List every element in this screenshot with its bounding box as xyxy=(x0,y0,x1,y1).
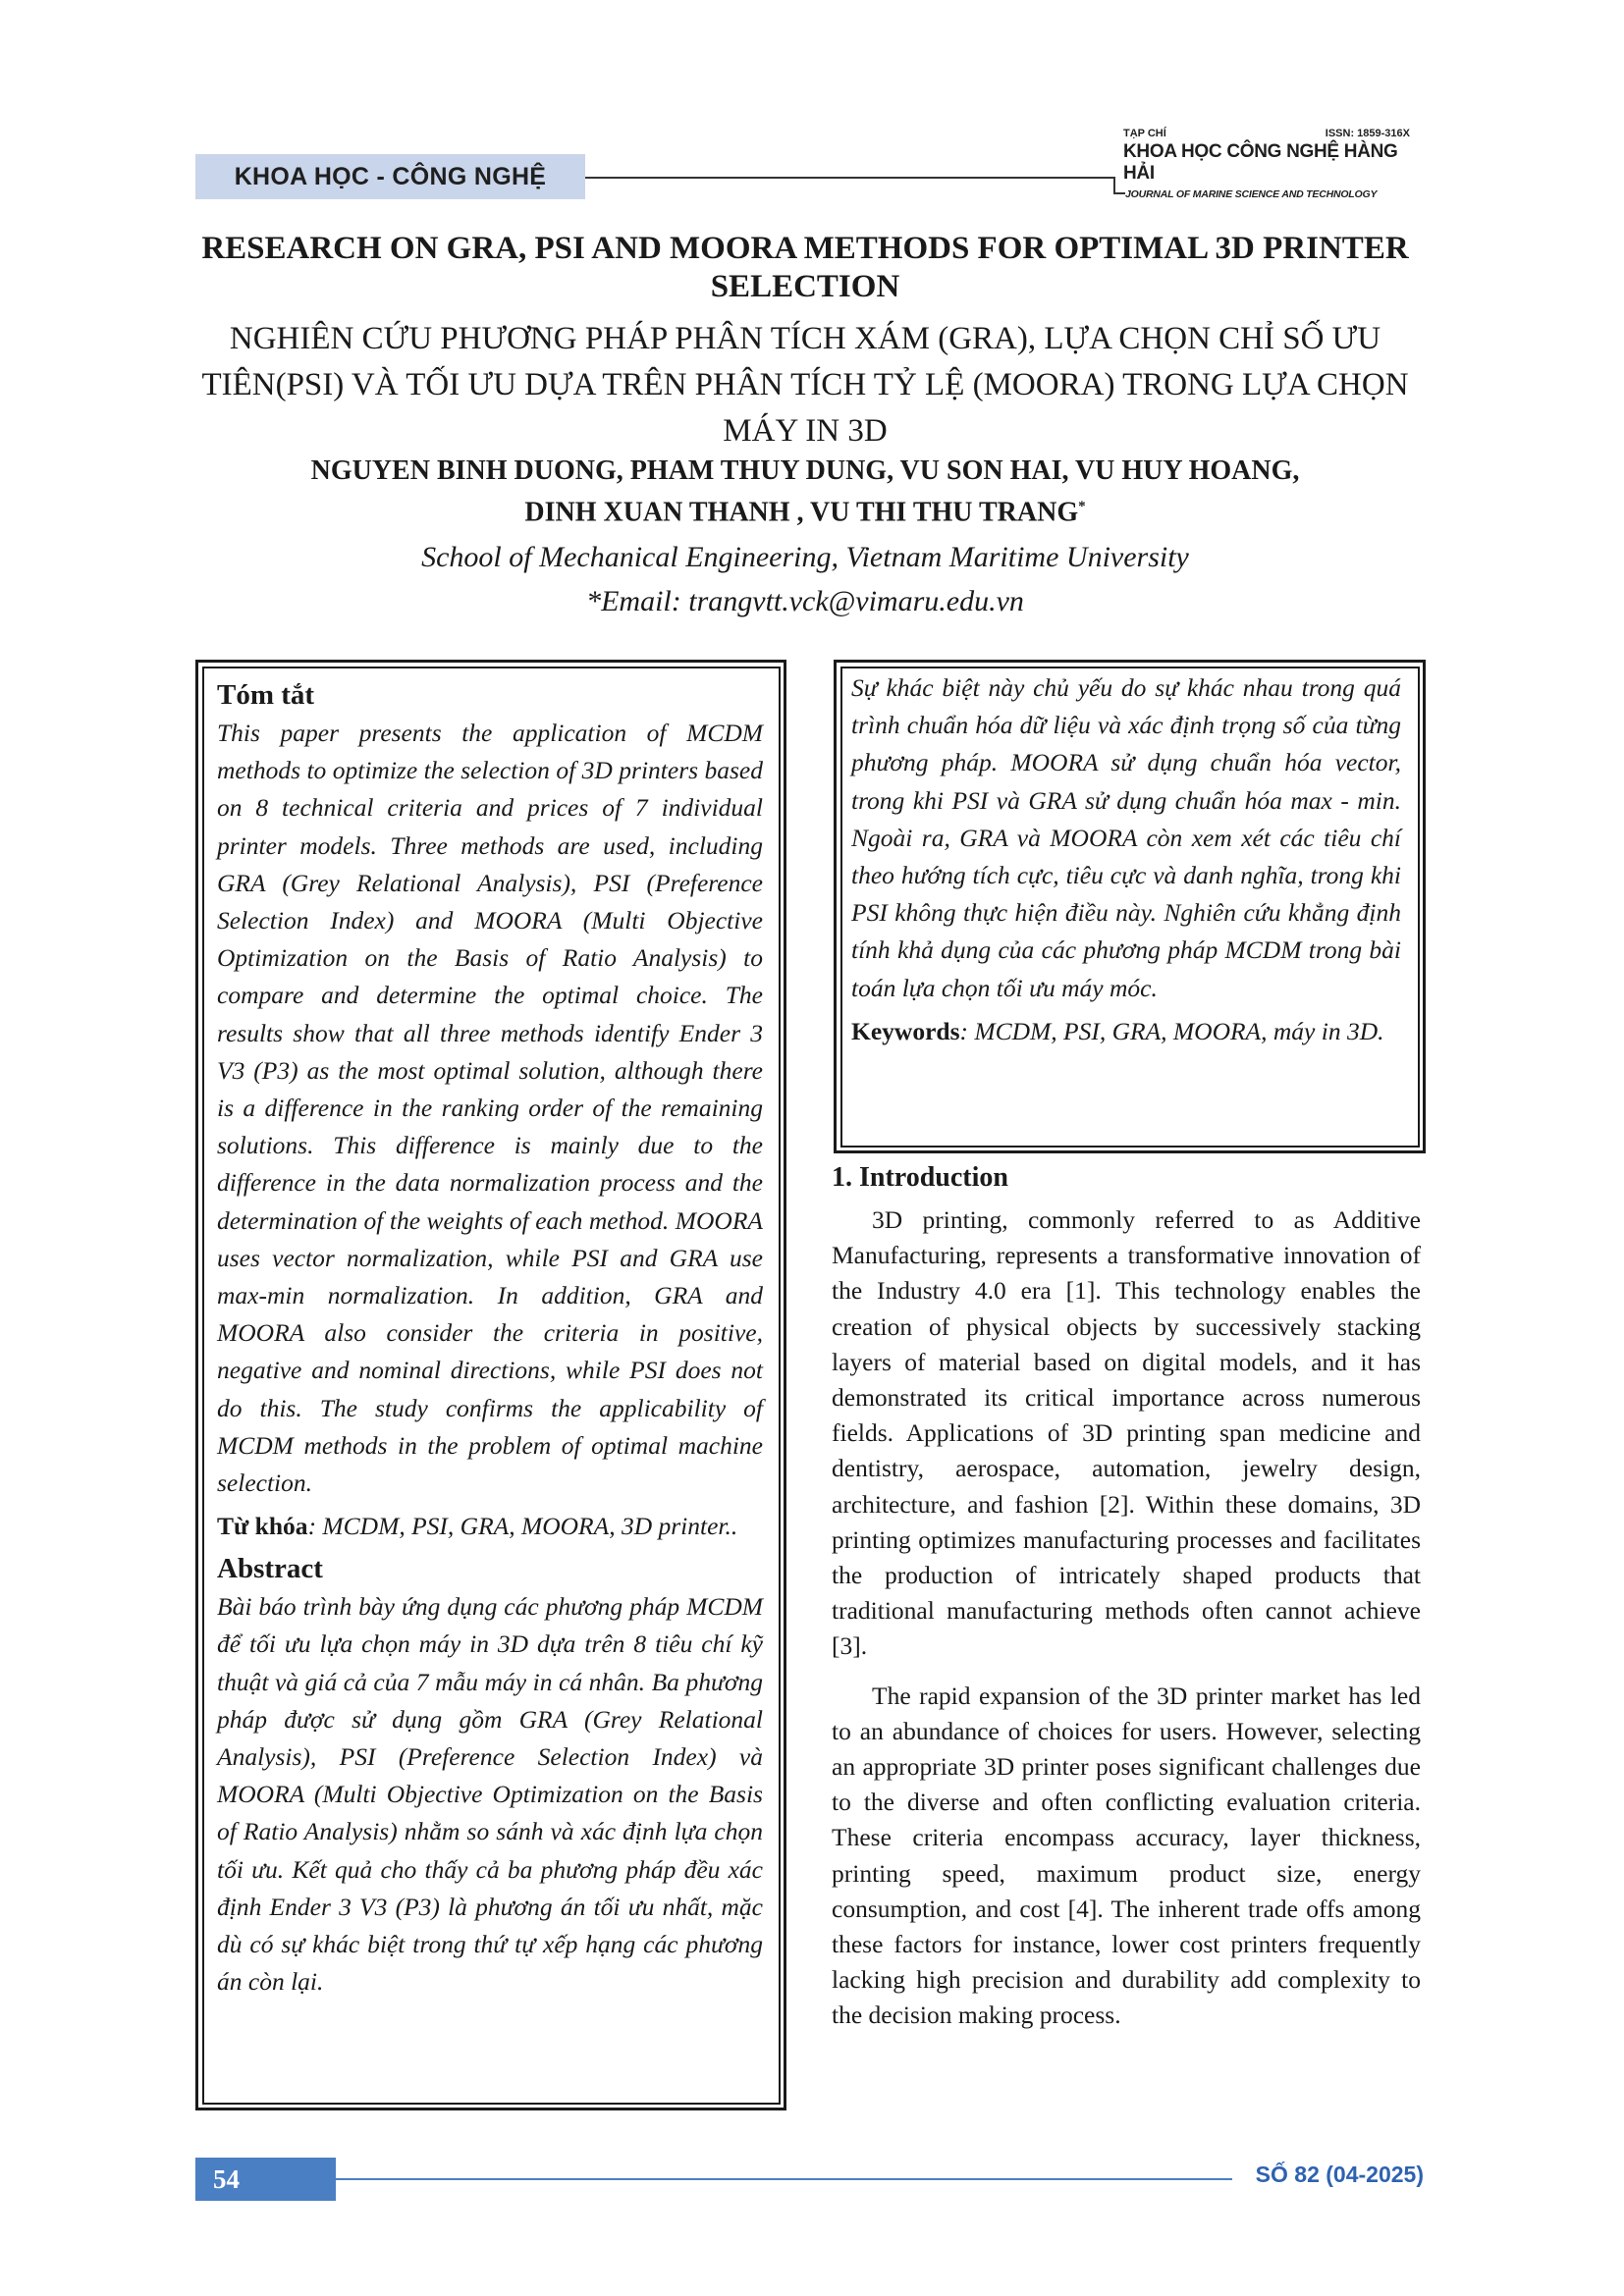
summary-text: This paper presents the application of MCDM methods to optimize the selection of 3D printers based on 8 technical criteria and prices of 7 individual printer models. Three methods are used, including GRA (Grey Relational Analysis), PSI (Preference Selection Index) and MOORA (Multi Objective Optimization on the Basis of Ratio Analysis) to compare and determine the optimal choice. The results show that all three methods identify Ender 3 V3 (P3) as the most optimal solution, although there is a difference in the ranking order of the remaining solutions. This difference is mainly due to the difference in the data normalization process and the determination of the weights of each method. MOORA uses vector normalization, while PSI and GRA use max-min normalization. In addition, GRA and MOORA also consider the criteria in positive, negative and nominal directions, while PSI does not do this. The study confirms the applicability of MCDM methods in the problem of optimal machine selection. xyxy=(217,719,763,1498)
issn: ISSN: 1859-316X xyxy=(1325,128,1410,139)
abstract-keywords: Keywords: MCDM, PSI, GRA, MOORA, máy in 3D. xyxy=(851,1016,1384,1045)
journal-name: KHOA HỌC CÔNG NGHỆ HÀNG HẢI xyxy=(1123,141,1398,184)
authors-line-1: NGUYEN BINH DUONG, PHAM THUY DUNG, VU SON HAI, VU HUY HOANG, xyxy=(310,455,1300,486)
journal-name-en: JOURNAL OF MARINE SCIENCE AND TECHNOLOGY xyxy=(1125,188,1378,200)
abstract-box-right xyxy=(851,669,1401,1054)
affiliation: School of Mechanical Engineering, Vietnam Maritime University xyxy=(421,541,1189,573)
corresponding-mark: * xyxy=(1078,499,1086,514)
authors xyxy=(177,454,1434,530)
issue-label: SỐ 82 (04-2025) xyxy=(1255,2162,1424,2187)
authors-line-2: DINH XUAN THANH , VU THI THU TRANG* xyxy=(524,497,1086,528)
journal-masthead xyxy=(1123,128,1418,200)
introduction-section xyxy=(832,1158,1421,2048)
header-rule xyxy=(585,177,1115,179)
footer-rule xyxy=(336,2178,1232,2180)
journal-label: TẠP CHÍ xyxy=(1123,128,1166,139)
abstract-text-part1: Bài báo trình bày ứng dụng các phương pháp MCDM để tối ưu lựa chọn máy in 3D dựa trên 8 tiêu chí kỹ thuật và giá cả của 7 mẫu máy in cá nhân. Ba phương pháp được sử dụng gồm GRA (Grey Relational Analysis), PSI (Preference Selection Index) và MOORA (Multi Objective Optimization on the Basis of Ratio Analysis) nhằm so sánh và xác định lựa chọn tối ưu. Kết quả cho thấy cả ba phương pháp đều xác định Ender 3 V3 (P3) là phương án tối ưu nhất, mặc dù có sự khác biệt trong thứ tự xếp hạng các phương án còn lại. xyxy=(217,1592,763,1997)
introduction-paragraph: The rapid expansion of the 3D printer market has led to an abundance of choices for users. However, selecting an appropriate 3D printer poses significant challenges due to the diverse and often conflicting evaluation criteria. These criteria encompass accuracy, layer thickness, printing speed, maximum product size, energy consumption, and cost [4]. The inherent trade offs among these factors for instance, lower cost printers frequently lacking high precision and durability add complexity to the decision making process. xyxy=(832,1681,1421,2030)
abstract-text-part2: Sự khác biệt này chủ yếu do sự khác nhau trong quá trình chuẩn hóa dữ liệu và xác định trọng số của từng phương pháp. MOORA sử dụng chuẩn hóa vector, trong khi PSI và GRA sử dụng chuẩn hóa max - min. Ngoài ra, GRA và MOORA còn xem xét các tiêu chí theo hướng tích cực, tiêu cực và danh nghĩa, trong khi PSI không thực hiện điều này. Nghiên cứu khẳng định tính khả dụng của các phương pháp MCDM trong bài toán lựa chọn tối ưu máy móc. xyxy=(851,673,1401,1002)
summary-keywords: Từ khóa: MCDM, PSI, GRA, MOORA, 3D printer.. xyxy=(217,1512,738,1541)
email: *Email: trangvtt.vck@vimaru.edu.vn xyxy=(586,585,1024,617)
abstract-heading: Abstract xyxy=(217,1553,323,1585)
introduction-paragraph: 3D printing, commonly referred to as Additive Manufacturing, represents a transformative innovation of the Industry 4.0 era [1]. This technology enables the creation of physical objects by successively stacking layers of material based on digital models, and it has demonstrated its critical importance across numerous fields. Applications of 3D printing span medicine and dentistry, aerospace, automation, jewelry design, architecture, and fashion [2]. Within these domains, 3D printing optimizes manufacturing processes and facilitates the production of intricately shaped products that traditional manufacturing methods often cannot achieve [3]. xyxy=(832,1205,1421,1661)
paper-title-en: RESEARCH ON GRA, PSI AND MOORA METHODS FOR OPTIMAL 3D PRINTER SELECTION xyxy=(201,231,1409,304)
paper-title-vi: NGHIÊN CỨU PHƯƠNG PHÁP PHÂN TÍCH XÁM (GRA), LỰA CHỌN CHỈ SỐ ƯU TIÊN(PSI) VÀ TỐI ƯU DỰA TRÊN PHÂN TÍCH TỶ LỆ (MOORA) TRONG LỰA CHỌN MÁY IN 3D xyxy=(201,321,1409,449)
affiliation-block xyxy=(177,535,1434,623)
introduction-heading: 1. Introduction xyxy=(832,1162,1008,1193)
abstract-box-left xyxy=(217,675,763,2002)
summary-heading: Tóm tắt xyxy=(217,679,315,711)
section-tag: KHOA HỌC - CÔNG NGHỆ xyxy=(195,154,585,199)
page-number: 54 xyxy=(195,2158,336,2201)
